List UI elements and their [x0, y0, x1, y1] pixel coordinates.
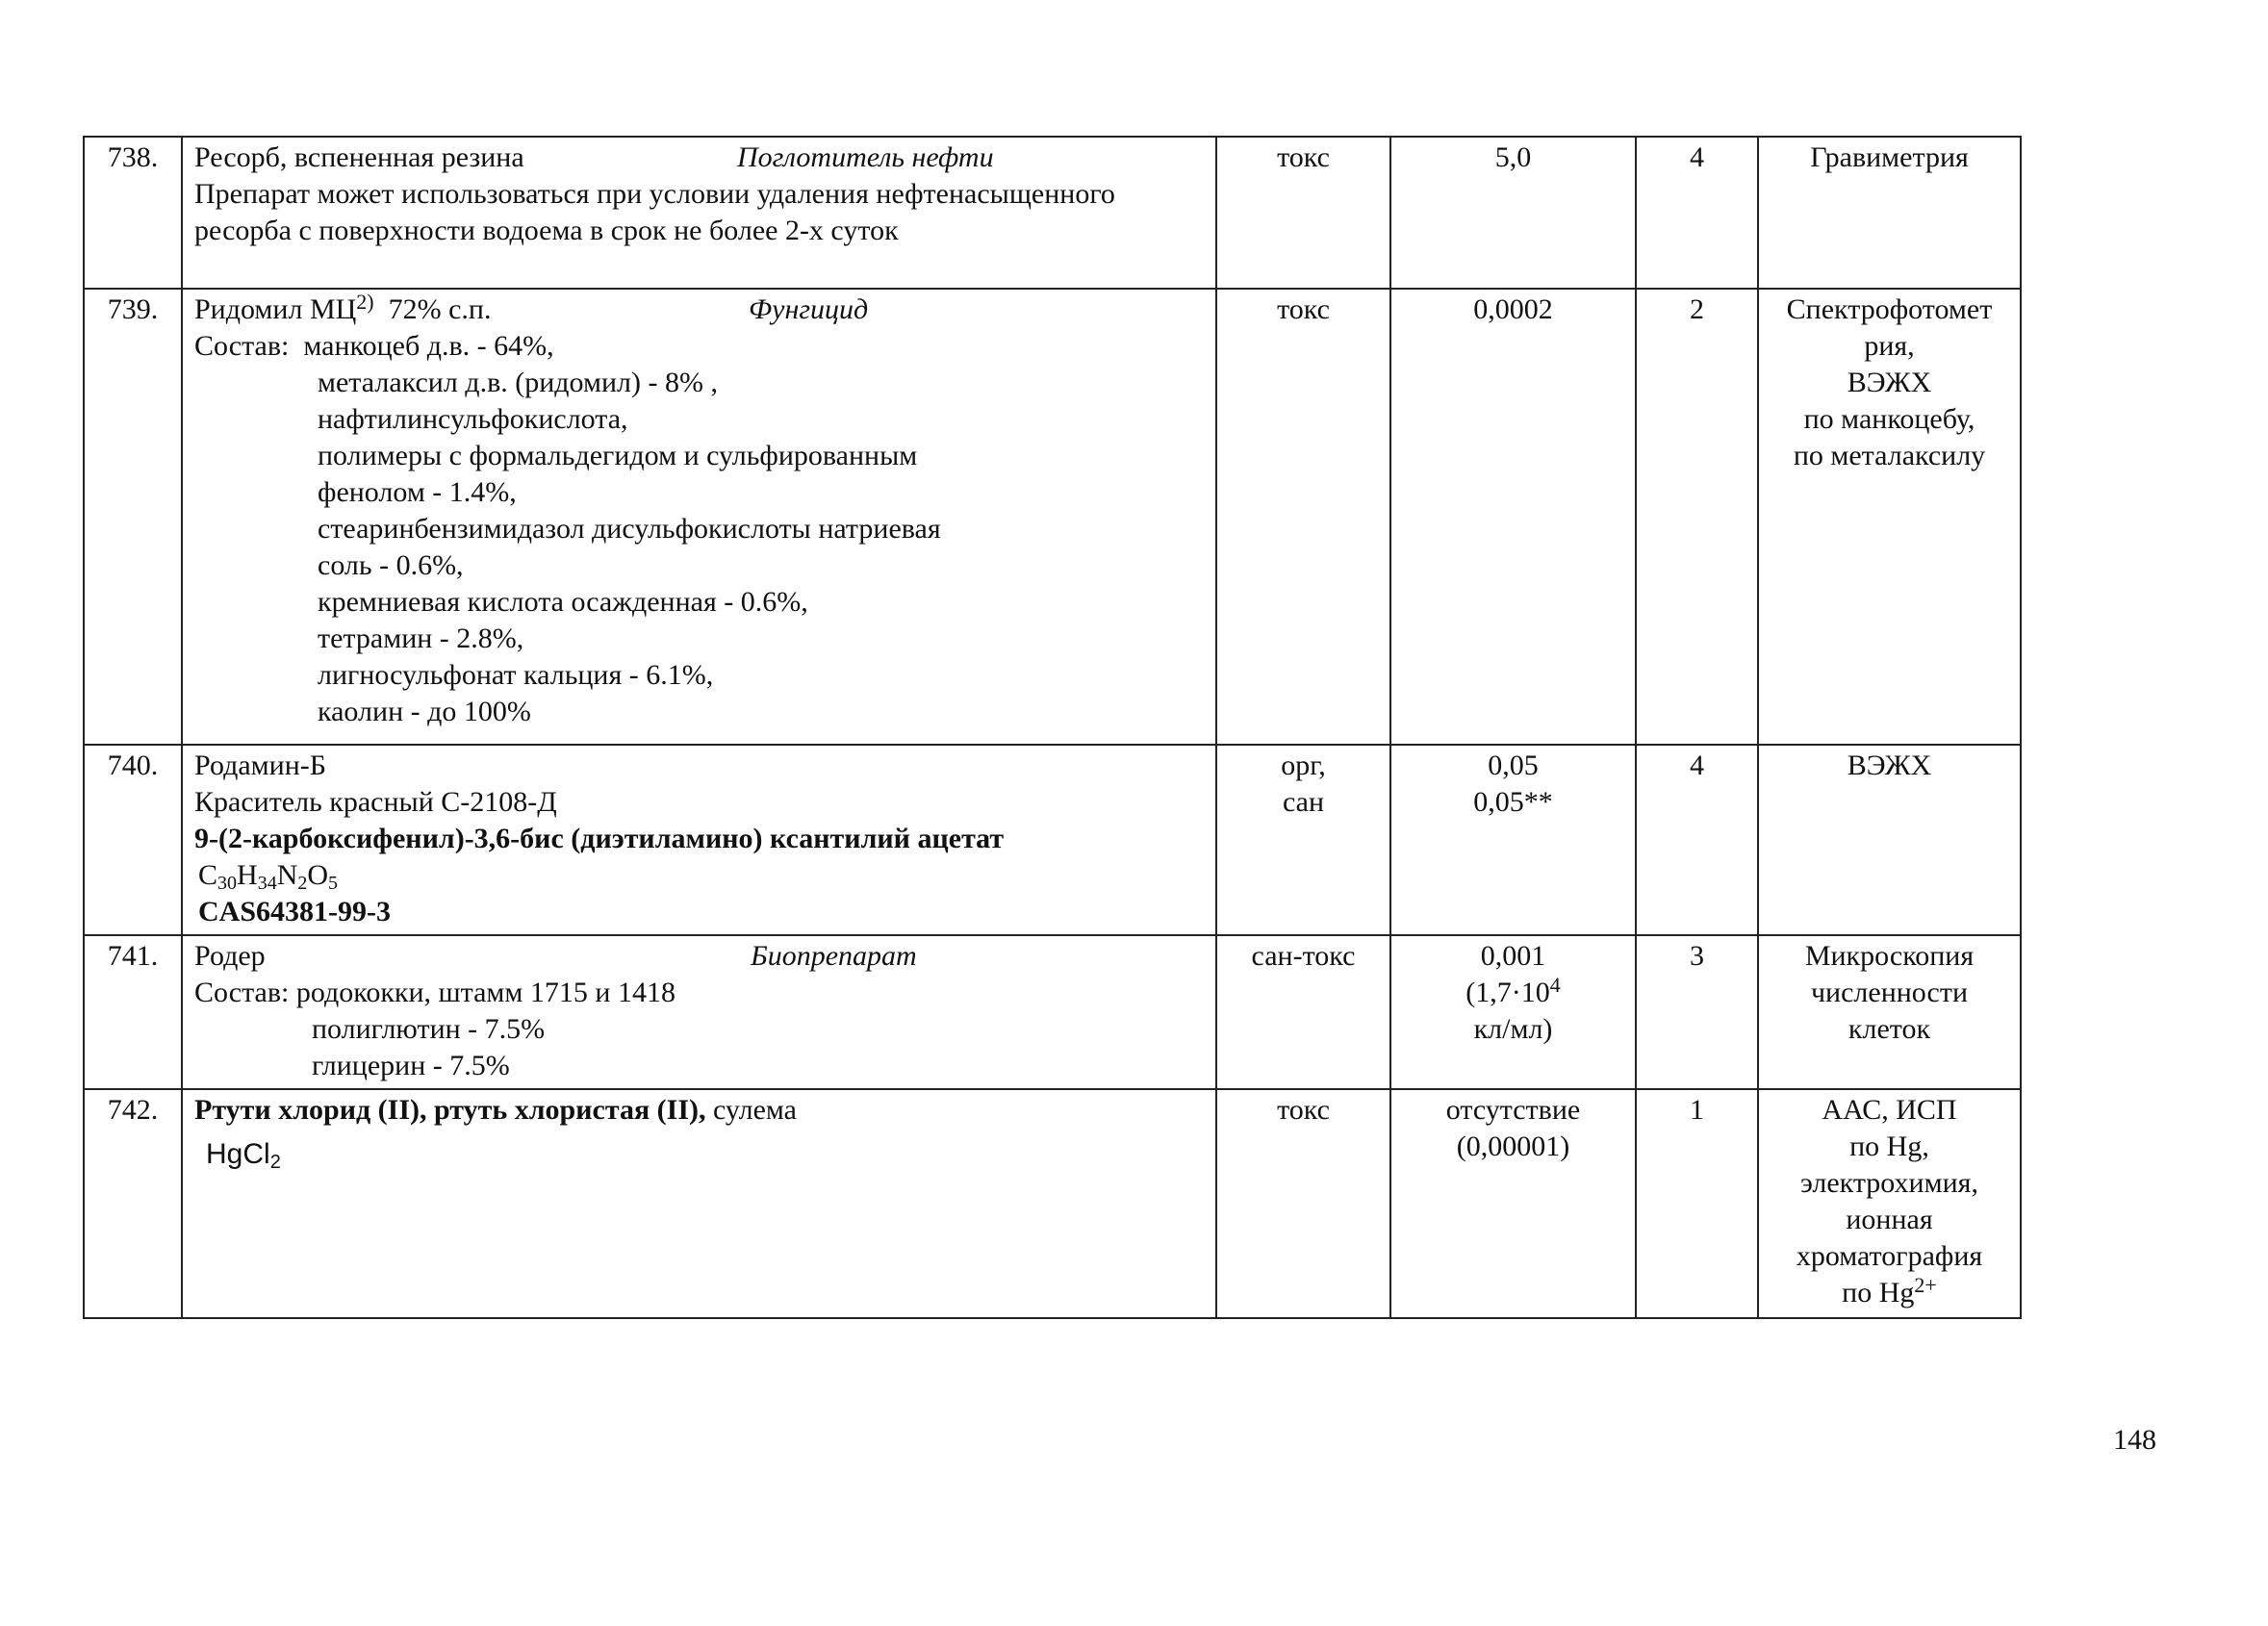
- substance-role: Фунгицид: [749, 293, 869, 325]
- chemical-formula: $C_{30}H_{34}N_2O_5$: [198, 859, 339, 894]
- chemical-formula: HgCl$_2$: [206, 1138, 281, 1173]
- method-line: Микроскопия: [1804, 940, 1975, 972]
- substance-form: 72% с.п.: [388, 293, 492, 325]
- composition-line: каолин - до 100%: [318, 696, 531, 727]
- composition-line: металаксил д.в. (ридомил) - 8% ,: [318, 367, 718, 398]
- method-line: хроматография: [1796, 1240, 1983, 1272]
- substance-note: Препарат может использоваться при условии удаления нефтенасыщенного ресорба с поверхности водоема в срок не более 2-х суток: [194, 178, 1115, 246]
- method-line: рия,: [1864, 330, 1915, 362]
- composition-line: глицерин - 7.5%: [312, 1050, 510, 1081]
- page-number: 148: [2113, 1424, 2156, 1456]
- method-line: ионная: [1846, 1204, 1933, 1235]
- substance-cell: [182, 137, 1216, 289]
- method-cell: [1758, 1089, 2021, 1318]
- class-cell: 2: [1636, 289, 1758, 745]
- row-number: 738.: [84, 137, 182, 289]
- value-line: 0,05**: [1473, 786, 1553, 818]
- method-line: клеток: [1848, 1013, 1931, 1045]
- composition-line: стеаринбензимидазол дисульфокислоты натриевая: [318, 513, 941, 545]
- composition-line: полимеры с формальдегидом и сульфированным: [318, 440, 918, 471]
- footnote-mark: 2): [356, 290, 374, 314]
- method-cell: Гравиметрия: [1758, 137, 2021, 289]
- method-cell: [1758, 289, 2021, 745]
- sign-line: орг,: [1281, 749, 1326, 781]
- chemical-name: 9-(2-карбоксифенил)-3,6-бис (диэтиламино) ксантилий ацетат: [194, 823, 1005, 854]
- composition-line: тетрамин - 2.8%,: [318, 622, 524, 654]
- composition-line: лигносульфонат кальция - 6.1%,: [318, 659, 714, 691]
- method-line: численности: [1810, 977, 1969, 1008]
- value-cell: [1390, 745, 1636, 935]
- class-cell: 1: [1636, 1089, 1758, 1318]
- class-cell: 4: [1636, 137, 1758, 289]
- row-number: 739.: [84, 289, 182, 745]
- value-line: отсутствие: [1445, 1094, 1581, 1126]
- composition-label: Состав:: [194, 330, 290, 362]
- method-line: электрохимия,: [1800, 1167, 1978, 1199]
- value-cell: [1390, 1089, 1636, 1318]
- class-cell: 3: [1636, 935, 1758, 1089]
- sign-cell: сан-токс: [1216, 935, 1390, 1089]
- composition-line: родококки, штамм 1715 и 1418: [295, 977, 675, 1008]
- class-cell: 4: [1636, 745, 1758, 935]
- substance-alias: Краситель красный С-2108-Д: [194, 786, 557, 818]
- substance-name: Родамин-Б: [194, 749, 326, 781]
- sign-cell: [1216, 745, 1390, 935]
- method-line: Спектрофотомет: [1786, 293, 1993, 325]
- substance-name: Ридомил МЦ: [194, 293, 357, 325]
- substance-cell: [182, 745, 1216, 935]
- row-number: 741.: [84, 935, 182, 1089]
- value-cell: 5,0: [1390, 137, 1636, 289]
- composition-line: нафтилинсульфокислота,: [318, 403, 628, 435]
- substance-name: Ресорб, вспененная резина: [194, 141, 524, 173]
- method-line: по Hg,: [1849, 1131, 1929, 1162]
- method-line: ААС, ИСП: [1822, 1094, 1957, 1126]
- table-row: [84, 935, 2021, 1089]
- value-cell: 0,0002: [1390, 289, 1636, 745]
- composition-line: полиглютин - 7.5%: [312, 1013, 546, 1045]
- table-row: [84, 289, 2021, 745]
- value-line: 0,001: [1480, 940, 1546, 972]
- table-row: [84, 1089, 2021, 1318]
- composition-line: соль - 0.6%,: [318, 549, 464, 581]
- substance-alias: сулема: [705, 1094, 797, 1126]
- value-line: ($1,7\cdot 10^4$: [1465, 973, 1561, 1008]
- substance-cell: [182, 935, 1216, 1089]
- substance-name: Ртути хлорид (II), ртуть хлористая (II),: [194, 1094, 706, 1126]
- row-number: 740.: [84, 745, 182, 935]
- sign-cell: токс: [1216, 137, 1390, 289]
- method-line: ВЭЖХ: [1847, 367, 1932, 398]
- substance-role: Поглотитель нефти: [737, 141, 994, 173]
- row-number: 742.: [84, 1089, 182, 1318]
- substance-cell: [182, 1089, 1216, 1318]
- composition-line: фенолом - 1.4%,: [318, 476, 517, 508]
- value-line: 0,05: [1488, 749, 1539, 781]
- method-line: по металаксилу: [1793, 440, 1986, 471]
- cas-number: CAS64381-99-3: [198, 896, 391, 927]
- substance-cell: [182, 289, 1216, 745]
- method-line: по манкоцебу,: [1803, 403, 1975, 435]
- sign-cell: токс: [1216, 1089, 1390, 1318]
- table-row: [84, 137, 2021, 289]
- value-line: кл/мл): [1473, 1013, 1553, 1045]
- value-line: (0,00001): [1456, 1131, 1570, 1162]
- data-table: [83, 136, 2022, 1319]
- method-cell: ВЭЖХ: [1758, 745, 2021, 935]
- substance-role: Биопрепарат: [751, 940, 917, 972]
- method-cell: [1758, 935, 2021, 1089]
- composition-label: Состав:: [194, 977, 290, 1008]
- method-line: по $Hg^{2+}$: [1842, 1273, 1937, 1308]
- substance-name: Родер: [194, 940, 266, 972]
- table-row: [84, 745, 2021, 935]
- composition-line: манкоцеб д.в. - 64%,: [303, 330, 554, 362]
- value-cell: [1390, 935, 1636, 1089]
- composition-line: кремниевая кислота осажденная - 0.6%,: [318, 586, 808, 618]
- sign-cell: токс: [1216, 289, 1390, 745]
- sign-line: сан: [1282, 786, 1325, 818]
